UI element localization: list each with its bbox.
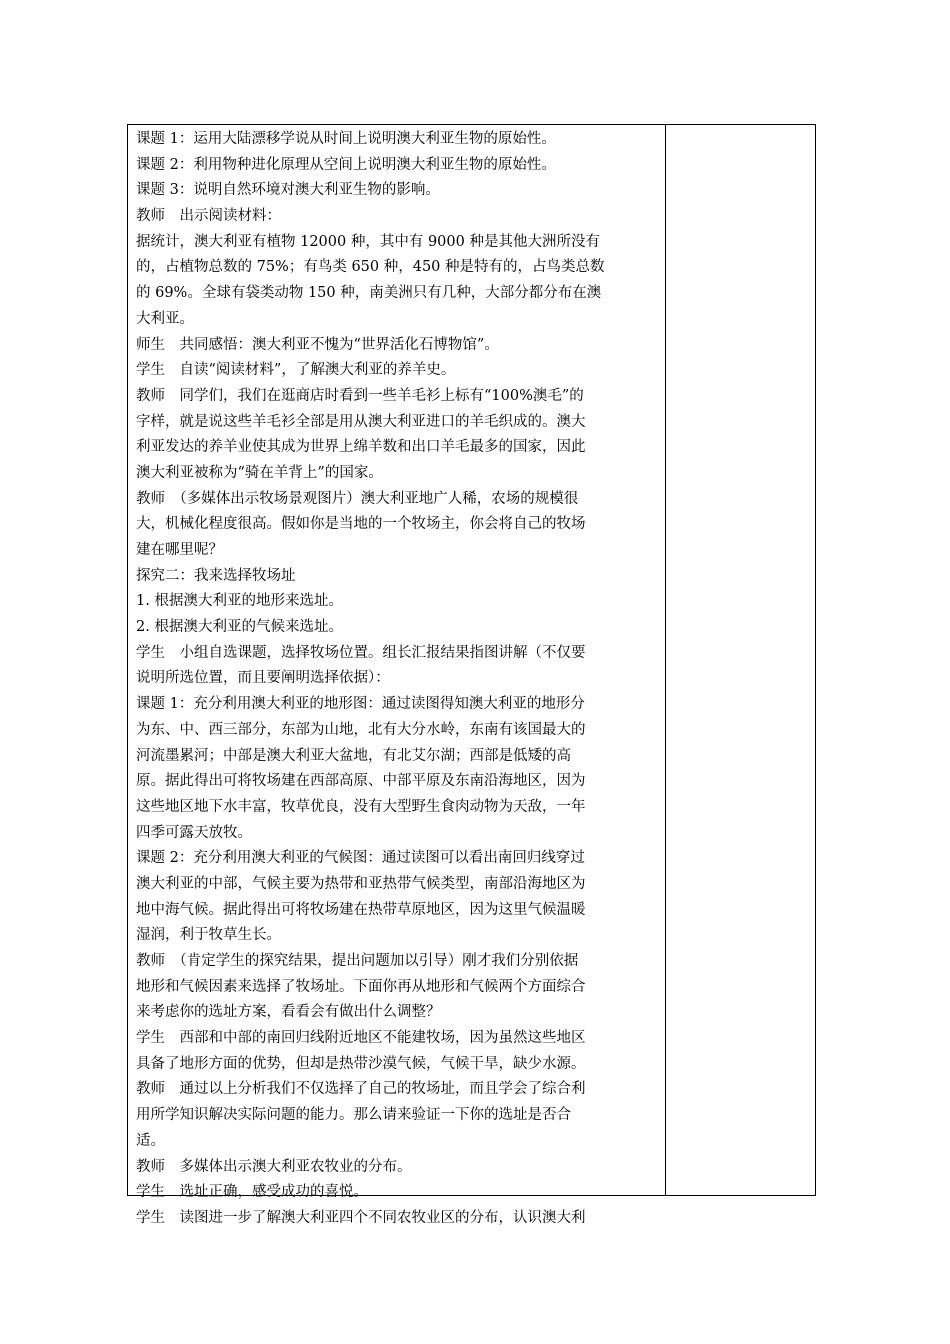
text-line: 教师 （肯定学生的探究结果，提出问题加以引导）刚才我们分别依据: [136, 953, 579, 969]
text-line: 这些地区地下水丰富，牧草优良，没有大型野生食肉动物为天敌，一年: [136, 798, 586, 815]
notes-column-cell: [666, 125, 815, 1195]
text-line: 课题 1：充分利用澳大利亚的地形图：通过读图得知澳大利亚的地形分: [136, 696, 585, 713]
text-line: 的 69%。全球有袋类动物 150 种，南美洲只有几种，大部分都分布在澳: [136, 285, 602, 302]
text-line: 用所学知识解决实际问题的能力。那么请来验证一下你的选址是否合: [136, 1107, 571, 1124]
lesson-text-cell: [136, 127, 661, 1232]
text-line: 教师 （多媒体出示牧场景观图片）澳大利亚地广人稀，农场的规模很: [136, 490, 579, 507]
text-line: 课题 2：利用物种进化原理从空间上说明澳大利亚生物的原始性。: [136, 156, 556, 173]
section-heading: 探究二：我来选择牧场址: [136, 567, 296, 584]
text-line: 建在哪里呢？: [136, 542, 223, 558]
text-line: 学生 读图进一步了解澳大利亚四个不同农牧业区的分布，认识澳大利: [136, 1209, 586, 1226]
text-line: 学生 西部和中部的南回归线附近地区不能建牧场，因为虽然这些地区: [136, 1030, 586, 1047]
text-line: 说明所选位置，而且要阐明选择依据）：: [136, 670, 390, 687]
list-item: 2. 根据澳大利亚的气候来选址。: [136, 619, 343, 636]
text-line: 字样，就是说这些羊毛衫全部是用从澳大利亚进口的羊毛织成的。澳大: [136, 413, 586, 430]
text-line: 课题 1：运用大陆漂移学说从时间上说明澳大利亚生物的原始性。: [136, 131, 556, 147]
text-line: 地形和气候因素来选择了牧场址。下面你再从地形和气候两个方面综合: [136, 978, 586, 995]
text-line: 利亚发达的养羊业使其成为世界上绵羊数和出口羊毛最多的国家，因此: [136, 439, 586, 456]
text-line: 澳大利亚被称为“骑在羊背上”的国家。: [136, 464, 383, 481]
text-line: 据统计，澳大利亚有植物 12000 种，其中有 9000 种是其他大洲所没有: [136, 233, 600, 250]
text-line: 的，占植物总数的 75%；有鸟类 650 种，450 种是特有的，占鸟类总数: [136, 259, 605, 276]
text-line: 课题 2：充分利用澳大利亚的气候图：通过读图可以看出南回归线穿过: [136, 850, 585, 867]
text-line: 大利亚。: [136, 310, 194, 327]
text-line: 河流墨累河；中部是澳大利亚大盆地，有北艾尔湖；西部是低矮的高: [136, 747, 571, 764]
list-item: 1. 根据澳大利亚的地形来选址。: [136, 593, 343, 610]
text-line: 教师 通过以上分析我们不仅选择了自己的牧场址，而且学会了综合利: [136, 1081, 586, 1098]
text-line: 学生 自读“阅读材料”，了解澳大利亚的养羊史。: [136, 362, 456, 379]
text-line: 澳大利亚的中部，气候主要为热带和亚热带气候类型，南部沿海地区为: [136, 875, 586, 892]
text-line: 具备了地形方面的优势，但却是热带沙漠气候，气候干旱，缺少水源。: [136, 1055, 586, 1072]
text-line: 原。据此得出可将牧场建在西部高原、中部平原及东南沿海地区，因为: [136, 773, 586, 790]
text-line: 来考虑你的选址方案，看看会有做出什么调整？: [136, 1004, 441, 1021]
text-line: 学生 小组自选课题，选择牧场位置。组长汇报结果指图讲解（不仅要: [136, 644, 586, 661]
text-line: 湿润，利于牧草生长。: [136, 927, 281, 944]
text-line: 学生 选址正确，感受成功的喜悦。: [136, 1184, 368, 1201]
text-line: 适。: [136, 1132, 165, 1149]
text-line: 教师 多媒体出示澳大利亚农牧业的分布。: [136, 1158, 412, 1175]
text-line: 四季可露天放牧。: [136, 824, 252, 841]
text-line: 教师 同学们，我们在逛商店时看到一些羊毛衫上标有“100%澳毛”的: [136, 387, 584, 404]
text-line: 师生 共同感悟：澳大利亚不愧为“世界活化石博物馆”。: [136, 336, 499, 353]
text-line: 教师 出示阅读材料：: [136, 208, 281, 225]
text-line: 为东、中、西三部分，东部为山地，北有大分水岭，东南有该国最大的: [136, 721, 586, 738]
text-line: 地中海气候。据此得出可将牧场建在热带草原地区，因为这里气候温暖: [136, 901, 586, 918]
text-line: 课题 3：说明自然环境对澳大利亚生物的影响。: [136, 182, 440, 199]
text-line: 大，机械化程度很高。假如你是当地的一个牧场主，你会将自己的牧场: [136, 516, 586, 533]
